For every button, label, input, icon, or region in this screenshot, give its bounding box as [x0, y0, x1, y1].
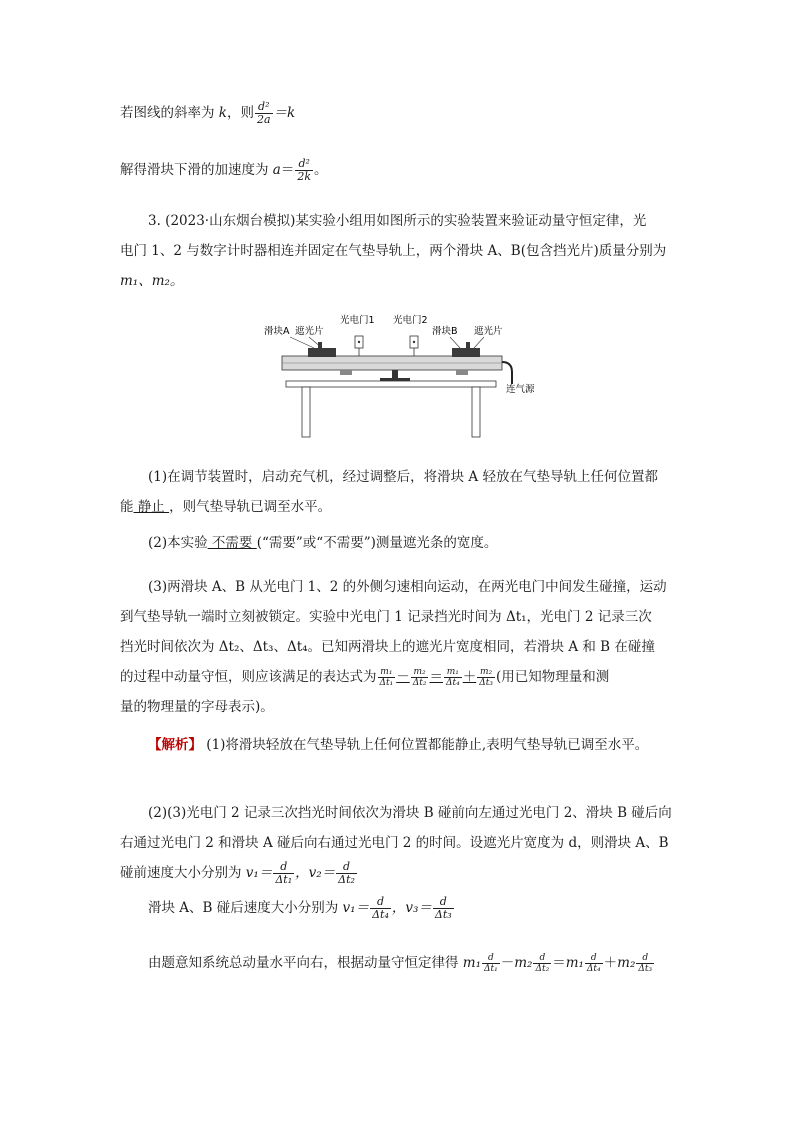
part-3: (3)两滑块 A、B 从光电门 1、2 的外侧匀速相向运动，在两光电门中间发生碰撞，运动 到气垫导轨一端时立刻被锁定。实验中光电门 1 记录挡光时间为 Δt₁，光电门 2 记录三次 挡光时间依次为 Δt₂、Δt₃、Δt₄。已知两滑块上的遮光片宽度相同，若滑块 A 和 B 在碰撞 的过程中动量守恒，则应该满足的表达式为 $\frac{\text{m₁}}{\text{Δt₁}}$ － $\frac{\text{m₂}}{\text{Δt₂}}$ ＝ $\frac{\text{m₁}}{\text{Δt₄}}$ ＋ $\frac{\text{m₂}}{\text{Δt₃}}$ (用已知物理量和测 量的物理量的字母表示)。 [120, 572, 690, 722]
analysis-after-speeds: 滑块 A、B 碰后速度大小分别为 v₁＝ $\frac{d}{\text{Δt₄}}$ ，v₃＝ $\frac{d}{\text{Δt₃}}$ [148, 895, 452, 921]
air-track-figure [262, 308, 552, 440]
part-1: (1)在调节装置时，启动充气机，经过调整后，将滑块 A 轻放在气垫导轨上任何位置都 能 静止 ，则气垫导轨已调至水平。 [120, 469, 658, 515]
question-3-line-1: 3. (2023·山东烟台模拟)某实验小组用如图所示的实验装置来验证动量守恒定律，光 [148, 213, 647, 229]
label-slider-b: 滑块B [432, 326, 458, 337]
label-shade-b: 遮光片 [474, 326, 503, 337]
fraction: $\frac{\text{d²}}{2k}$ [297, 157, 312, 183]
answer-blank-2: 不需要 [207, 535, 257, 551]
label-shade-a: 遮光片 [295, 326, 324, 337]
fraction: $\frac{\text{d²}}{2a}$ [256, 100, 271, 126]
part-2: (2)本实验 不需要 (“需要”或“不需要”)测量遮光条的宽度。 [148, 535, 498, 551]
slider-b [452, 348, 480, 357]
analysis-part-2: (2)(3)光电门 2 记录三次挡光时间依次为滑块 B 碰前向左通过光电门 2、滑块 B 碰后向 右通过光电门 2 和滑块 A 碰后向右通过光电门 2 的时间。设遮光片宽度为 d，则滑块 A、B 碰前速度大小分别为 v₁＝ $\frac{d}{\text{Δt₁}}$ ，v₂＝ $\frac{d}{\text{Δt₂}}$ [120, 805, 672, 886]
analysis: 【解析】 (1)将滑块轻放在气垫导轨上任何位置都能静止,表明气垫导轨已调至水平。 [148, 737, 649, 753]
question-3-line-3: m₁、m₂。 [120, 273, 184, 289]
slider-a [308, 348, 336, 357]
label-slider-a: 滑块A [264, 326, 290, 337]
question-3 [120, 206, 690, 296]
part-3-expression-line: 的过程中动量守恒，则应该满足的表达式为 $\frac{\text{m₁}}{\text{Δt₁}}$ － $\frac{\text{m₂}}{\text{Δt₂}}$ ＝ $\frac{\text{m₁}}{\text{Δt₄}}$ ＋ $\frac{\text{m₂}}{\text{Δt₃}}$ (用已知物理量和测 [120, 667, 610, 688]
analysis-tag: 【解析】 [148, 737, 202, 753]
analysis-conclusion: 由题意知系统总动量水平向右，根据动量守恒定律得 m₁ $\frac{d}{\text{Δt₁}}$ －m₂ $\frac{d}{\text{Δt₂}}$ ＝m₁ $\frac{d}{\text{Δt₄}}$ ＋m₂ $\frac{d}{\text{Δt₃}}$ [148, 953, 653, 974]
label-air-source: 连气源 [506, 384, 535, 395]
label-gate-2: 光电门2 [393, 315, 428, 326]
slope-line: 若图线的斜率为 k，则 $\frac{\text{d²}}{2a}$ ＝k [120, 100, 296, 126]
answer-blank-3: $\frac{\text{m₁}}{\text{Δt₁}}$ － $\frac{\text{m₂}}{\text{Δt₂}}$ ＝ $\frac{\text{m₁}}{\text{Δt₄}}$ ＋ $\frac{\text{m₂}}{\text{Δt₃}}$ [379, 667, 493, 688]
shade-a [318, 342, 322, 349]
question-3-line-2: 电门 1、2 与数字计时器相连并固定在气垫导轨上，两个滑块 A、B(包含挡光片)质量分别为 [120, 243, 667, 259]
air-hose [502, 362, 512, 384]
answer-blank-1: 静止 [133, 499, 170, 515]
label-gate-1: 光电门1 [340, 315, 375, 326]
acceleration-line: 解得滑块下滑的加速度为 a＝ $\frac{\text{d²}}{2k}$ 。 [120, 157, 328, 183]
shade-b [466, 342, 470, 349]
table-top [286, 381, 496, 387]
